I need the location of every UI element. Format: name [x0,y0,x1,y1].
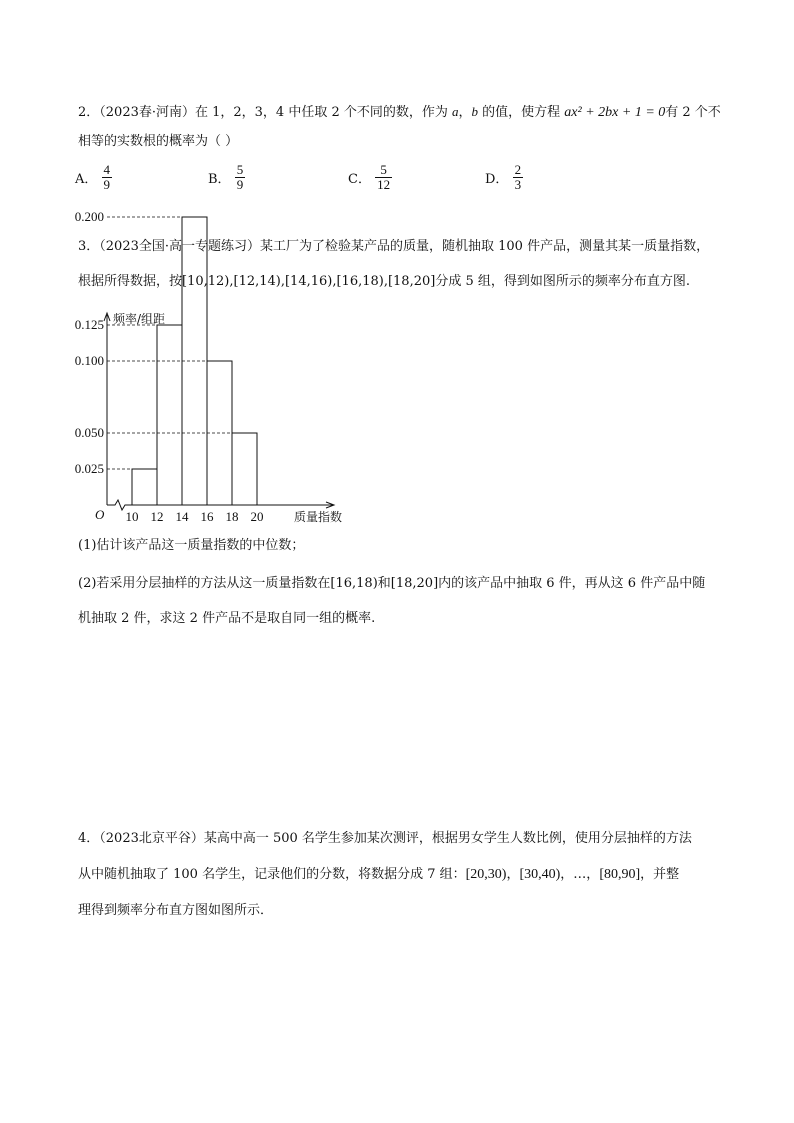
q3-line1: 3．（2023全国·高一专题练习）某工厂为了检验某产品的质量，随机抽取 100 件产品，测量其某一质量指数， [78,239,710,254]
x-tick-label: 16 [200,509,214,524]
histogram-chart [70,209,370,530]
option-letter: A． [75,172,98,187]
q2-option-a [75,163,112,192]
q2-var-a: a [452,104,459,119]
q2-text-mid: 的值，使方程 [478,105,565,120]
q4-text-pre: 从中随机抽取了 100 名学生，记录他们的分数，将数据分成 7 组： [78,867,466,882]
numerator: 5 [236,162,244,177]
numerator: 2 [514,162,522,177]
q4-sep-1: ， [506,867,520,882]
option-letter: C． [348,172,371,187]
q4-line3: 理得到频率分布直方图如图所示． [78,903,274,918]
q2-line2: 相等的实数根的概率为（ ） [78,134,239,149]
x-tick-label: 20 [250,509,264,524]
denominator: 9 [236,177,244,192]
q3-sub2-line2: 机抽取 2 件，求这 2 件产品不是取自同一组的概率. [78,611,376,626]
y-tick-label: 0.050 [74,425,104,440]
q4-line2 [78,866,679,884]
chart-content [75,209,342,524]
fraction [102,163,113,192]
x-axis-label: 质量指数 [294,510,343,524]
q4-text-post: ，并整 [640,867,680,882]
x-axis [107,500,334,510]
y-tick-label: 0.100 [74,353,104,368]
q4-line1: 4．（2023北京平谷）某高中高一 500 名学生参加某次测评，根据男女学生人数比例，使用分层抽样的方法 [78,831,692,846]
origin-label: O [95,507,105,522]
denominator: 9 [103,177,111,192]
option-letter: D． [485,172,509,187]
q2-var-b: b [471,104,479,119]
histogram-bar [157,325,182,505]
q2-option-b [208,163,245,192]
q4-sep-2: ，…， [560,867,600,882]
q4-interval-1: [20,30) [465,867,507,882]
q2-option-c [348,163,392,192]
q2-line1 [78,103,721,122]
numerator: 5 [375,163,392,178]
fraction [235,163,246,192]
y-axis-label: 频率/组距 [113,312,166,326]
q4-interval-3: [80,90] [599,867,641,882]
x-tick-label: 10 [125,509,139,524]
x-tick-label: 14 [175,509,189,524]
histogram-bar [132,469,157,505]
y-tick-label: 0.025 [74,461,104,476]
denominator: 12 [377,177,391,192]
q2-equation: ax² + 2bx + 1 = 0 [564,105,666,120]
numerator: 4 [103,162,111,177]
q4-interval-2: [30,40) [519,867,561,882]
y-tick-label: 0.200 [74,209,104,224]
histogram-bar [232,433,257,505]
q3-sub2-line1: (2)若采用分层抽样的方法从这一质量指数在[16,18)和[18,20]内的该产品中抽取 6 件，再从这 6 件产品中随 [78,576,706,591]
q2-option-d [485,163,523,192]
fraction [513,163,524,192]
denominator: 3 [514,177,522,192]
q3-sub1: (1)估计该产品这一质量指数的中位数； [78,538,305,553]
fraction [375,163,392,192]
q2-text-pre: 2．（2023春·河南）在 1，2，3，4 中任取 2 个不同的数，作为 [78,105,453,120]
y-tick-label: 0.125 [74,317,104,332]
q3-line2: 根据所得数据，按[10,12),[12,14),[14,16),[16,18),[18,20]分成 5 组，得到如图所示的频率分布直方图. [78,274,690,289]
x-tick-label: 12 [150,509,164,524]
q2-text-post: 有 2 个不 [665,105,721,120]
option-letter: B． [208,172,231,187]
q2-sep: ， [458,105,472,120]
x-tick-label: 18 [225,509,239,524]
